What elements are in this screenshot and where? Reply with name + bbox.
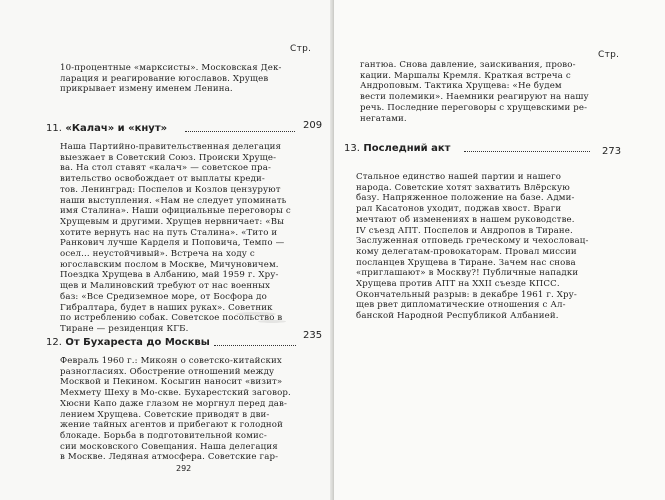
- text-line: щев и Малиновский требуют от нас военных: [60, 281, 271, 292]
- text-line: по истреблению собак. Советское посольство в: [60, 313, 283, 324]
- text-line: блокаде. Борьба в подготовительной комис-: [60, 430, 267, 441]
- chapter-13-title: Последний акт: [363, 143, 451, 154]
- text-line: Окончательный разрыв: в декабре 1961 г. Хру-: [356, 289, 577, 300]
- left-page-number: 292: [176, 464, 192, 473]
- text-line: Ранкович лучше Карделя и Поповича, Темпо —: [60, 238, 285, 249]
- text-line: осел... неустойчивый». Встреча на ходу с: [60, 249, 255, 260]
- text-line: «приглашают» в Москву?! Публичные нападки: [356, 268, 579, 279]
- chapter-13-page-number: 273: [602, 146, 622, 157]
- text-line: Тиране — резиденция КГБ.: [60, 323, 189, 334]
- text-line: банской Народной Республикой Албанией.: [356, 311, 559, 322]
- text-line: в Москве. Ледяная атмосфера. Советские гар-: [60, 452, 279, 463]
- text-line: Стальное единство нашей партии и нашего: [356, 172, 562, 182]
- text-line: сии московского Совещания. Наша делегация: [60, 441, 278, 452]
- chapter-12-title: От Бухареста до Москвы: [65, 337, 210, 348]
- show-through-smudge: [258, 320, 286, 323]
- text-line: ларация и реагирование югославов. Хрущев: [60, 73, 269, 84]
- chapter-13-leader-dots: [464, 151, 590, 152]
- text-line: рал Касатонов уходит, поджав хвост. Враги: [356, 204, 562, 215]
- chapter-12-summary: [60, 356, 310, 463]
- text-line: Наша Партийно-правительственная делегация: [60, 142, 282, 152]
- text-line: речь. Последние переговоры с хрущевскими ре-: [360, 102, 588, 113]
- text-line: Заслуженная отповедь греческому и чехословац-: [356, 236, 589, 247]
- text-line: Поездка Хрущева в Албанию, май 1959 г. Хру-: [60, 270, 279, 281]
- text-line: посланцев Хрущева в Тиране. Зачем нас снова: [356, 257, 576, 268]
- text-line: 10-процентные «марксисты». Московская Дек-: [60, 63, 282, 73]
- right-intro-text: [360, 60, 610, 124]
- text-line: гантюа. Снова давление, заискивания, прово-: [360, 60, 576, 70]
- chapter-11-number: 11.: [46, 123, 62, 134]
- text-line: югославским послом в Москве, Мичуновичем.: [60, 259, 279, 270]
- text-line: народа. Советские хотят захватить Влёрскую: [356, 182, 570, 193]
- text-line: имя Сталина». Наши официальные переговоры с: [60, 206, 291, 217]
- text-line: Андроповым. Тактика Хрущева: «Не будем: [360, 81, 562, 92]
- text-line: кации. Маршалы Кремля. Краткая встреча с: [360, 70, 571, 81]
- chapter-11-page-number: 209: [303, 120, 323, 131]
- text-line: вести полемики». Наемники реагируют на нашу: [360, 92, 589, 103]
- text-line: баз: «Все Средиземное море, от Босфора до: [60, 291, 267, 302]
- text-line: вительство освобождает от выплаты креди-: [60, 174, 265, 185]
- text-line: базу. Напряженное положение на базе. Адми-: [356, 193, 575, 204]
- text-line: мечтают об изменениях в нашем руководстве.: [356, 214, 575, 225]
- left-intro-text: [60, 63, 300, 95]
- text-line: кому делегатам-провокаторам. Провал миссии: [356, 246, 577, 257]
- chapter-11-summary: [60, 142, 310, 335]
- text-line: разногласиях. Обострение отношений между: [60, 366, 275, 377]
- chapter-11-heading: [46, 123, 167, 134]
- text-line: Москвой и Пекином. Косыгин наносит «визит»: [60, 377, 283, 388]
- right-page: [334, 0, 665, 500]
- text-line: Гибралтара, будет в наших руках». Советник: [60, 302, 273, 313]
- text-line: лением Хрущева. Советские приводят в дви-: [60, 409, 270, 420]
- text-line: IV съезд АПТ. Поспелов и Андропов в Тиране.: [356, 225, 573, 236]
- text-line: жение тайных агентов и прибегают к голодной: [60, 420, 284, 431]
- chapter-13-summary: [356, 172, 612, 322]
- text-line: щев рвет дипломатические отношения с Ал-: [356, 300, 566, 311]
- text-line: Мехмету Шеху в Мо-скве. Бухарестский заговор.: [60, 388, 291, 399]
- text-line: ва. На стол ставят «калач» — советское пра-: [60, 163, 272, 174]
- left-page-header: Стр.: [290, 44, 312, 54]
- chapter-12-heading: [46, 337, 210, 348]
- chapter-11-leader-dots: [185, 131, 295, 132]
- text-line: выезжает в Советский Союз. Происки Хруще-: [60, 152, 277, 163]
- text-line: Хрущева против АПТ на XXII съезде КПСС.: [356, 279, 560, 290]
- text-line: Хюсни Капо даже глазом не моргнул перед дав-: [60, 398, 288, 409]
- text-line: тов. Ленинград: Поспелов и Козлов цензуруют: [60, 184, 281, 195]
- text-line: наши выступления. «Нам не следует упоминать: [60, 195, 287, 206]
- chapter-11-title: «Калач» и «кнут»: [65, 123, 168, 134]
- chapter-12-number: 12.: [46, 337, 62, 348]
- right-page-header: Стр.: [598, 50, 620, 60]
- show-through-smudge: [236, 312, 276, 316]
- chapter-13-heading: [344, 143, 450, 154]
- text-line: хотите вернуть нас на путь Сталина». «Тито и: [60, 227, 278, 238]
- text-line: Хрущевым и другими. Хрущев нервничает: «Вы: [60, 216, 285, 227]
- chapter-12-leader-dots: [214, 345, 296, 346]
- text-line: Февраль 1960 г.: Микоян о советско-китайских: [60, 356, 282, 366]
- text-line: прикрывает измену именем Ленина.: [60, 84, 233, 95]
- chapter-13-number: 13.: [344, 143, 360, 154]
- text-line: негатами.: [360, 113, 407, 124]
- chapter-12-page-number: 235: [303, 330, 323, 341]
